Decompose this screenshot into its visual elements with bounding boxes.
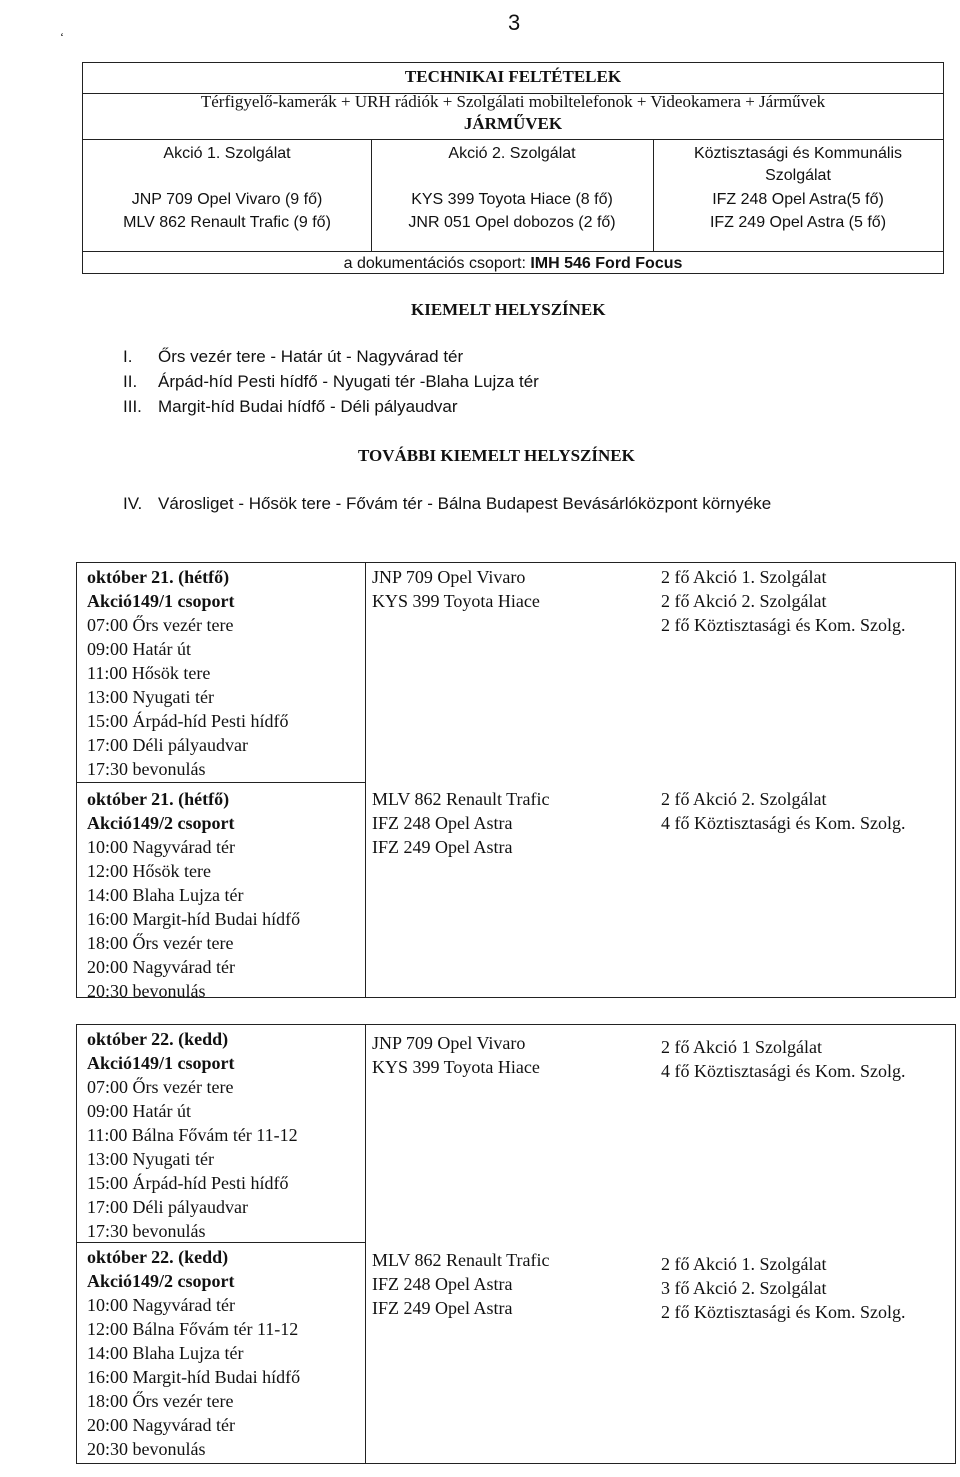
schedule-time: 17:00 Déli pályaudvar [87,735,248,755]
staff-item: 2 fő Akció 2. Szolgálat [661,789,827,809]
location-item [123,372,137,392]
location-num: III. [123,397,142,416]
col3-header-line2: Szolgálat [765,167,831,184]
location-num: IV. [123,494,143,513]
staff-item: 4 fő Köztisztasági és Kom. Szolg. [661,1061,906,1081]
table-rule [77,782,365,783]
staff-item: 2 fő Akció 1. Szolgálat [661,1254,827,1274]
schedule-vehicles [372,787,550,859]
schedule-time: 07:00 Őrs vezér tere [87,615,234,635]
schedule-time: 16:00 Margit-híd Budai hídfő [87,909,301,929]
schedule-time: 09:00 Határ út [87,1101,191,1121]
location-item [123,347,132,367]
schedule-time: 12:00 Hősök tere [87,861,211,881]
col3-vehicle: IFZ 248 Opel Astra(5 fő) [712,191,884,208]
page-number: 3 [508,10,521,35]
staff-item: 3 fő Akció 2. Szolgálat [661,1278,827,1298]
schedule-block [87,565,288,781]
table-col-divider [365,563,366,997]
col1-vehicle: MLV 862 Renault Trafic (9 fő) [123,214,331,231]
schedule-time: 09:00 Határ út [87,639,191,659]
schedule-group: Akció149/2 csoport [87,1271,235,1291]
equipment-line: Térfigyelő-kamerák + URH rádiók + Szolgálati mobiltelefonok + Videokamera + Járművek [200,92,826,111]
schedule-time: 07:00 Őrs vezér tere [87,1077,234,1097]
table-col-divider [365,1025,366,1463]
vehicle-item: IFZ 249 Opel Astra [372,1298,513,1318]
location-text: Városliget - Hősök tere - Fővám tér - Bálna Budapest Bevásárlóközpont környéke [158,494,772,513]
staff-item: 4 fő Köztisztasági és Kom. Szolg. [661,813,906,833]
schedule-staff [661,565,905,637]
schedule-time: 15:00 Árpád-híd Pesti hídfő [87,1173,289,1193]
schedule-block [87,1245,300,1461]
schedule-time: 18:00 Őrs vezér tere [87,1391,234,1411]
schedule-time: 14:00 Blaha Lujza tér [87,1343,244,1363]
schedule-vehicles [372,1031,540,1079]
vehicle-item: IFZ 248 Opel Astra [372,813,513,833]
staff-item: 2 fő Akció 2. Szolgálat [661,591,827,611]
schedule-time: 10:00 Nagyvárad tér [87,1295,235,1315]
schedule-group: Akció149/1 csoport [87,1053,235,1073]
schedule-time: 13:00 Nyugati tér [87,687,214,707]
schedule-block [87,787,300,1003]
schedule-vehicles [372,1248,550,1320]
schedule-group: Akció149/2 csoport [87,813,235,833]
vehicle-item: MLV 862 Renault Trafic [372,1250,550,1270]
schedule-time: 15:00 Árpád-híd Pesti hídfő [87,711,289,731]
doc-group-vehicle: IMH 546 Ford Focus [530,255,683,272]
schedule-time: 17:30 bevonulás [87,759,206,779]
schedule-date: október 22. (kedd) [87,1247,229,1267]
schedule-date: október 21. (hétfő) [87,789,230,809]
schedule-staff [661,787,905,835]
schedule-staff [661,1035,905,1083]
schedule-date: október 22. (kedd) [87,1029,229,1049]
col3-vehicle: IFZ 249 Opel Astra (5 fő) [709,214,887,231]
vehicle-item: IFZ 249 Opel Astra [372,837,513,857]
col2-vehicle: KYS 399 Toyota Hiace (8 fő) [411,191,613,208]
schedule-time: 17:00 Déli pályaudvar [87,1197,248,1217]
technical-conditions-table [82,62,944,274]
schedule-vehicles [372,565,540,613]
location-num: I. [123,347,133,366]
schedule-time: 11:00 Hősök tere [87,663,211,683]
further-highlight-title: TOVÁBBI KIEMELT HELYSZÍNEK [358,446,635,465]
schedule-time: 10:00 Nagyvárad tér [87,837,235,857]
vehicles-title: JÁRMŰVEK [463,114,563,133]
doc-group-label: a dokumentációs csoport: [343,255,531,272]
location-item [123,494,142,514]
schedule-time: 18:00 Őrs vezér tere [87,933,234,953]
schedule-time: 12:00 Bálna Fővám tér 11-12 [87,1319,299,1339]
location-text: Őrs vezér tere - Határ út - Nagyvárad tér [158,347,464,366]
location-text: Árpád-híd Pesti hídfő - Nyugati tér -Blaha Lujza tér [158,372,539,391]
col2-vehicle: JNR 051 Opel dobozos (2 fő) [408,214,616,231]
highlight-title: KIEMELT HELYSZÍNEK [411,300,606,319]
vehicle-item: IFZ 248 Opel Astra [372,1274,513,1294]
col1-header: Akció 1. Szolgálat [163,145,291,162]
schedule-block [87,1027,298,1243]
schedule-time: 16:00 Margit-híd Budai hídfő [87,1367,301,1387]
staff-item: 2 fő Akció 1 Szolgálat [661,1037,822,1057]
staff-item: 2 fő Akció 1. Szolgálat [661,567,827,587]
documentation-group [83,253,943,274]
location-text: Margit-híd Budai hídfő - Déli pályaudvar [158,397,458,416]
col2-header: Akció 2. Szolgálat [448,145,576,162]
schedule-time: 13:00 Nyugati tér [87,1149,214,1169]
vehicle-item: KYS 399 Toyota Hiace [372,1057,540,1077]
scan-mark: ‘ [60,30,64,44]
tech-title: TECHNIKAI FELTÉTELEK [404,67,622,86]
vehicle-item: JNP 709 Opel Vivaro [372,1033,526,1053]
table-rule [83,251,943,252]
schedule-time: 20:00 Nagyvárad tér [87,957,235,977]
col3-header-line1: Köztisztasági és Kommunális [693,145,903,162]
schedule-time: 17:30 bevonulás [87,1221,206,1241]
location-num: II. [123,372,138,391]
schedule-time: 14:00 Blaha Lujza tér [87,885,244,905]
staff-item: 2 fő Köztisztasági és Kom. Szolg. [661,615,906,635]
table-rule [83,139,943,140]
vehicle-item: MLV 862 Renault Trafic [372,789,550,809]
vehicle-item: KYS 399 Toyota Hiace [372,591,540,611]
schedule-staff [661,1252,905,1324]
schedule-time: 11:00 Bálna Fővám tér 11-12 [87,1125,298,1145]
location-item [123,397,142,417]
vehicle-item: JNP 709 Opel Vivaro [372,567,526,587]
col1-vehicle: JNP 709 Opel Vivaro (9 fő) [131,191,323,208]
schedule-time: 20:30 bevonulás [87,1439,206,1459]
schedule-time: 20:30 bevonulás [87,981,206,1001]
schedule-date: október 21. (hétfő) [87,567,230,587]
staff-item: 2 fő Köztisztasági és Kom. Szolg. [661,1302,906,1322]
schedule-group: Akció149/1 csoport [87,591,235,611]
schedule-time: 20:00 Nagyvárad tér [87,1415,235,1435]
